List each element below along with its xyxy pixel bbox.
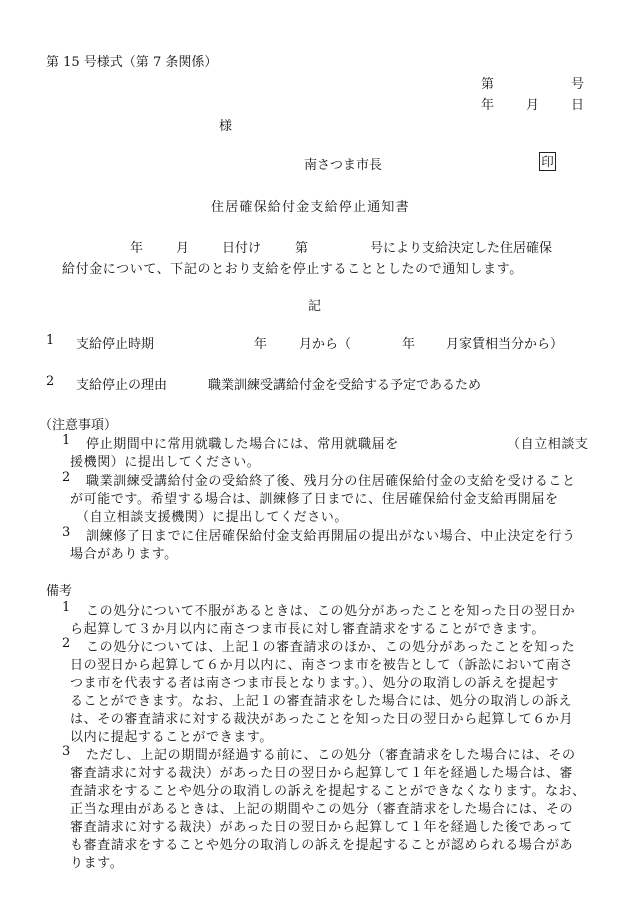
intro-number-prefix: 第 [295,241,309,256]
remark1-line1: この処分について不服があるときは、この処分があったことを知った日の翌日か [86,604,576,619]
intro-year-label: 年 [130,241,144,256]
remark3-line3: 査請求をすることや処分の取消しの訴えを提起することができなくなります。なお、 [70,784,586,799]
note3-line1: 訓練修了日までに住居確保給付金支給再開届の提出がない場合、中止決定を行う [86,529,576,544]
date-month-label: 月 [526,98,540,113]
addressee-suffix: 様 [219,119,233,134]
document-number-suffix: 号 [571,77,585,92]
note3-number: 3 [62,525,71,540]
remark1-line2: ら起算して３か月以内に南さつま市長に対し審査請求をすることができます。 [70,622,545,637]
form-number: 第 15 号様式（第 7 条関係） [46,55,218,70]
note2-number: 2 [62,470,71,485]
remark2-line4: ることができます。なお、上記１の審査請求をした場合には、処分の取消しの訴え [70,694,573,709]
intro-line1-tail: 号により支給決定した住居確保 [370,241,553,256]
item2-label: 支給停止の理由 [76,378,168,393]
remark2-line2: 日の翌日から起算して６か月以内に、南さつま市を被告として（訴訟において南さ [70,658,574,673]
date-year-label: 年 [481,98,495,113]
remark3-line6: も審査請求をすることや処分の取消しの訴えを提起することが認められる場合があ [70,838,574,853]
note1-number: 1 [62,433,71,448]
item2-value: 職業訓練受講給付金を受給する予定であるため [208,378,482,393]
intro-line2: 給付金について、下記のとおり支給を停止することとしたので通知します。 [62,262,523,277]
remark3-number: 3 [62,744,71,759]
note1-line1b: （自立相談支 [507,437,589,452]
document-number-prefix: 第 [481,77,495,92]
date-day-label: 日 [571,98,585,113]
item2-number: 2 [46,374,55,389]
intro-dated-label: 日付け [222,241,262,256]
note1-line2: 援機関）に提出してください。 [70,455,261,470]
remark3-line7: ります。 [70,856,124,871]
remark3-line4: 正当な理由があるときは、上記の期間やこの処分（審査請求をした場合には、その [70,802,574,817]
item1-label: 支給停止時期 [76,337,155,352]
item1-year2-label: 年 [402,337,416,352]
item1-number: 1 [46,333,55,348]
seal-mark: 印 [539,152,556,171]
remark2-line5: は、その審査請求に対する裁決があったことを知った日の翌日から起算して６か月 [70,712,574,727]
remark1-number: 1 [62,600,71,615]
remarks-heading: 備考 [46,584,73,599]
remark3-line2: 審査請求に対する裁決）があった日の翌日から起算して１年を経過した場合は、審 [70,766,574,781]
remark2-line1: この処分については、上記１の審査請求のほか、この処分があったことを知った [86,640,576,655]
record-label: 記 [308,299,322,314]
remark3-line5: 審査請求に対する裁決）があった日の翌日から起算して１年を経過した後であって [70,820,573,835]
note2-line3: （自立相談支援機関）に提出してください。 [76,510,349,525]
document-title: 住居確保給付金支給停止通知書 [211,200,410,215]
issuer-name: 南さつま市長 [304,158,383,173]
remark2-line3: つま市を代表する者は南さつま市長となります。）、処分の取消しの訴えを提起す [70,676,560,691]
notes-heading: （注意事項） [39,418,118,433]
intro-month-label: 月 [176,241,190,256]
item1-month-from: 月から（ [299,337,352,352]
note1-line1a: 停止期間中に常用就職した場合には、常用就職届を [86,437,399,452]
item1-year-label: 年 [254,337,268,352]
note3-line2: 場合があります。 [70,547,178,562]
note2-line2: が可能です。希望する場合は、訓練修了日までに、住居確保給付金支給再開届を [70,492,559,507]
remark2-number: 2 [62,636,71,651]
item1-rent-label: 月家賃相当分から） [446,337,564,352]
note2-line1: 職業訓練受講給付金の受給終了後、残月分の住居確保給付金の支給を受けること [86,474,576,489]
remark3-line1: ただし、上記の期間が経過する前に、この処分（審査請求をした場合には、その [86,748,576,763]
remark2-line6: 以内に提起することができます。 [70,730,273,745]
